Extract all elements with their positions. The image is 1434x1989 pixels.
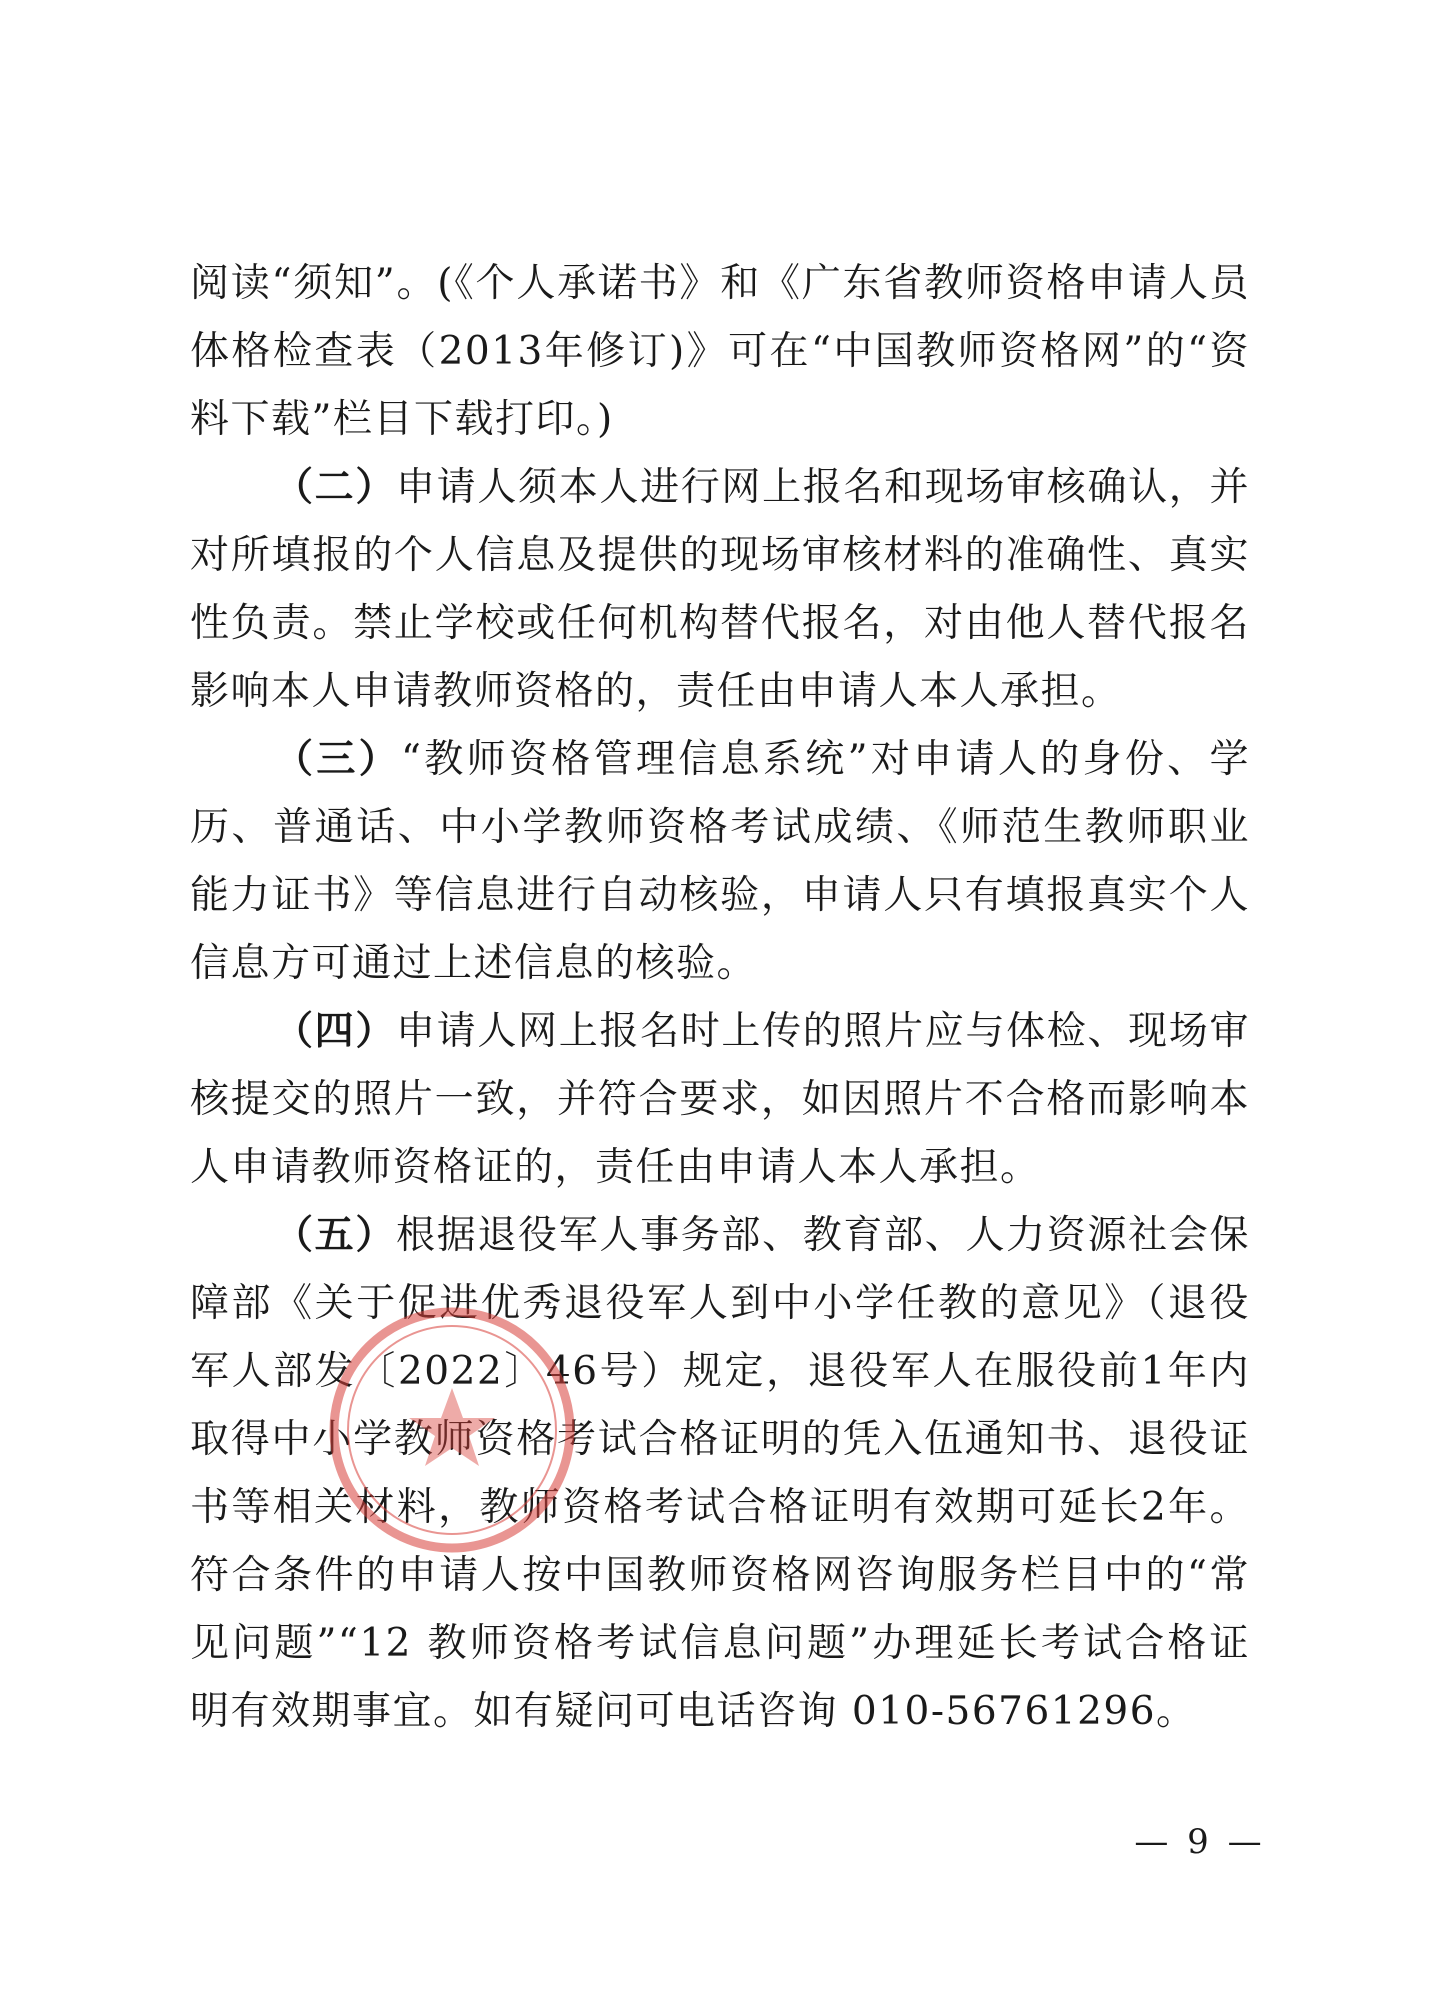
paragraph-3-text: “教师资格管理信息系统”对申请人的身份、学历、普通话、中小学教师资格考试成绩、《师范生教师职业能力证书》等信息进行自动核验，申请人只有填报真实个人信息方可通过上述信息的核验。 xyxy=(190,737,1250,986)
page-number: — 9 — xyxy=(1134,1822,1266,1862)
paragraph-4 xyxy=(190,998,1250,1202)
paragraph-3-label: （三） xyxy=(274,737,401,782)
paragraph-3 xyxy=(190,726,1250,998)
body-text xyxy=(190,250,1250,1746)
paragraph-2-text: 申请人须本人进行网上报名和现场审核确认，并对所填报的个人信息及提供的现场审核材料的准确性、真实性负责。禁止学校或任何机构替代报名，对由他人替代报名影响本人申请教师资格的，责任由申请人本人承担。 xyxy=(190,465,1250,714)
paragraph-4-label: （四） xyxy=(274,1009,397,1054)
paragraph-5-text: 根据退役军人事务部、教育部、人力资源社会保障部《关于促进优秀退役军人到中小学任教的意见》（退役军人部发〔2022〕46号）规定，退役军人在服役前1年内取得中小学教师资格考试合格证明的凭入伍通知书、退役证书等相关材料，教师资格考试合格证明有效期可延长2年。符合条件的申请人按中国教师资格网咨询服务栏目中的“常见问题”“12 教师资格考试信息问题”办理延长考试合格证明有效期事宜。如有疑问可电话咨询 010-56761296。 xyxy=(190,1213,1250,1734)
paragraph-2-label: （二） xyxy=(274,465,397,510)
paragraph-4-text: 申请人网上报名时上传的照片应与体检、现场审核提交的照片一致，并符合要求，如因照片不合格而影响本人申请教师资格证的，责任由申请人本人承担。 xyxy=(190,1009,1250,1190)
paragraph-1 xyxy=(190,250,1250,454)
paragraph-5-label: （五） xyxy=(274,1213,397,1258)
paragraph-5 xyxy=(190,1202,1250,1746)
paragraph-2 xyxy=(190,454,1250,726)
paragraph-1-text: 阅读“须知”。(《个人承诺书》和《广东省教师资格申请人员体格检查表（2013年修订)》可在“中国教师资格网”的“资料下载”栏目下载打印。) xyxy=(190,261,1250,442)
